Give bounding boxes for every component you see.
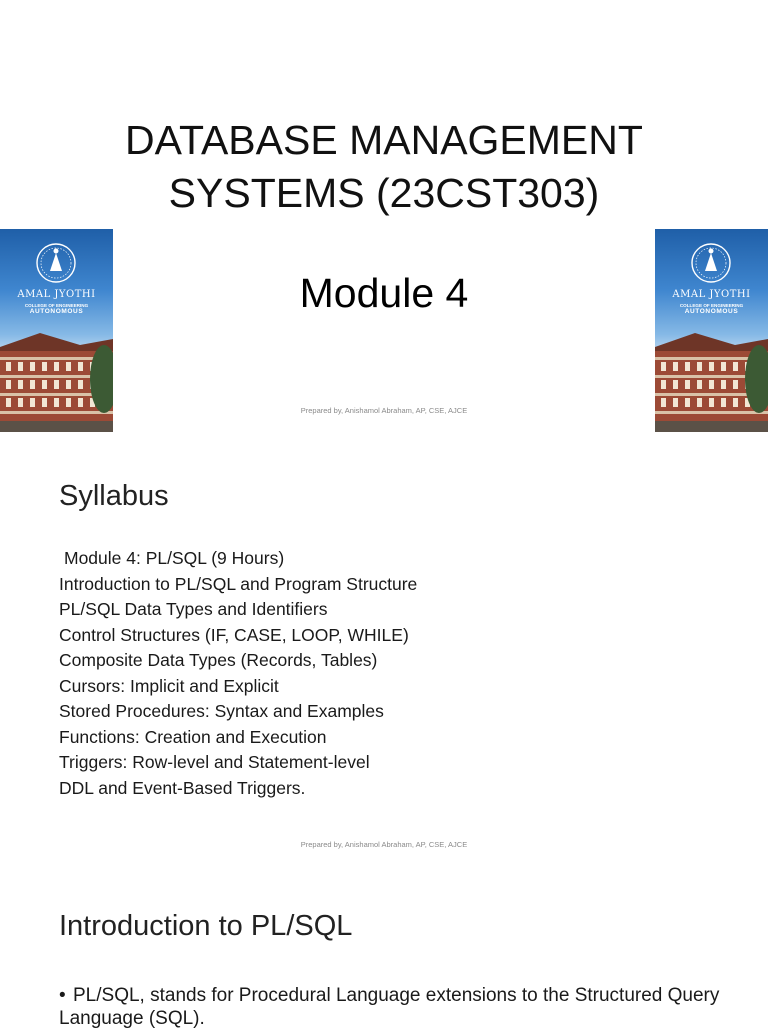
bullet-icon: • (59, 985, 66, 1006)
college-logo-subtext: COLLEGE OF ENGINEERING (24, 303, 89, 308)
syllabus-title: Syllabus (59, 480, 169, 512)
slide-footer: Prepared by, Anishamol Abraham, AP, CSE, AJCE (300, 406, 468, 415)
intro-slide (0, 864, 768, 1029)
module-title: Module 4 (299, 270, 469, 316)
bullet-text: PL/SQL, stands for Procedural Language extensions to the Structured Query Language (SQL). (59, 985, 720, 1029)
list-item: DDL and Event-Based Triggers. (59, 777, 306, 798)
title-slide (0, 0, 768, 450)
college-logo-text: AMAL JYOTHI (672, 289, 751, 300)
list-item: Control Structures (IF, CASE, LOOP, WHILE) (59, 624, 409, 645)
list-item: Composite Data Types (Records, Tables) (59, 650, 378, 670)
list-item: PL/SQL Data Types and Identifiers (59, 599, 328, 619)
college-logo-text: AMAL JYOTHI (17, 289, 96, 300)
list-item: Triggers: Row-level and Statement-level (59, 752, 370, 772)
slide-footer: Prepared by, Anishamol Abraham, AP, CSE, AJCE (300, 840, 468, 849)
list-item: Module 4: PL/SQL (9 Hours) (64, 548, 285, 568)
college-campus-image-left (0, 229, 113, 432)
intro-title: Introduction to PL/SQL (59, 910, 353, 942)
college-logo-status: AUTONOMOUS (29, 308, 84, 315)
course-title (0, 114, 768, 220)
list-item: Functions: Creation and Execution (59, 726, 327, 747)
college-campus-image-right (655, 229, 768, 432)
syllabus-list (59, 546, 417, 801)
college-logo-status: AUTONOMOUS (684, 308, 739, 315)
list-item: Cursors: Implicit and Explicit (59, 675, 279, 696)
course-title-line2: SYSTEMS (23CST303) (168, 170, 600, 216)
bullet-point (59, 984, 749, 1030)
syllabus-slide (0, 452, 768, 862)
list-item: Stored Procedures: Syntax and Examples (59, 701, 384, 721)
college-logo-subtext: COLLEGE OF ENGINEERING (679, 303, 744, 308)
list-item: Introduction to PL/SQL and Program Structure (59, 573, 418, 594)
course-title-line1: DATABASE MANAGEMENT (125, 117, 643, 163)
